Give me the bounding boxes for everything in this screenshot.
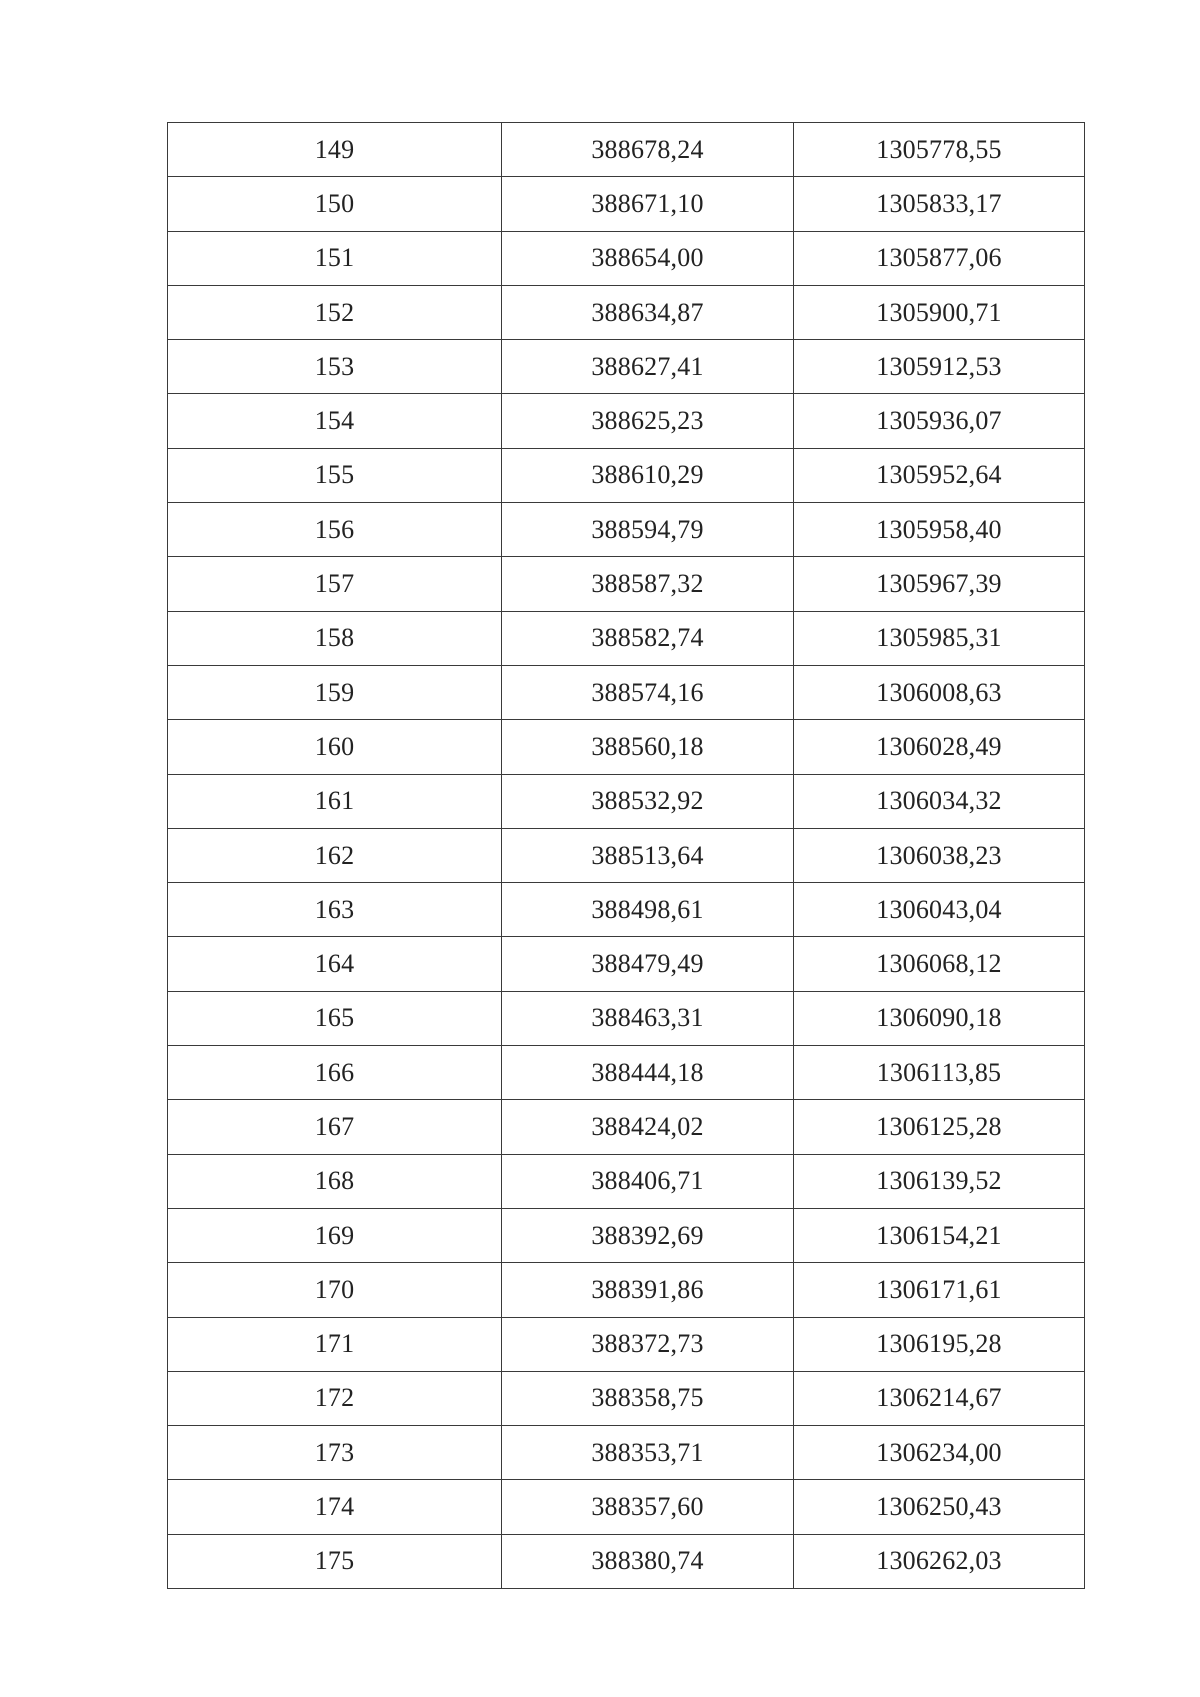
point-number-cell: 162 <box>168 828 502 882</box>
x-coordinate-cell: 388513,64 <box>502 828 794 882</box>
y-coordinate-cell: 1305778,55 <box>794 123 1085 177</box>
y-coordinate-cell: 1306043,04 <box>794 883 1085 937</box>
y-coordinate-cell: 1306125,28 <box>794 1100 1085 1154</box>
y-coordinate-cell: 1305967,39 <box>794 557 1085 611</box>
x-coordinate-cell: 388357,60 <box>502 1480 794 1534</box>
x-coordinate-cell: 388406,71 <box>502 1154 794 1208</box>
point-number-cell: 171 <box>168 1317 502 1371</box>
y-coordinate-cell: 1306214,67 <box>794 1371 1085 1425</box>
x-coordinate-cell: 388444,18 <box>502 1046 794 1100</box>
x-coordinate-cell: 388625,23 <box>502 394 794 448</box>
table-row <box>168 503 1085 557</box>
table-row <box>168 177 1085 231</box>
y-coordinate-cell: 1305936,07 <box>794 394 1085 448</box>
table-row <box>168 1046 1085 1100</box>
y-coordinate-cell: 1305912,53 <box>794 340 1085 394</box>
point-number-cell: 165 <box>168 991 502 1045</box>
point-number-cell: 150 <box>168 177 502 231</box>
y-coordinate-cell: 1306262,03 <box>794 1534 1085 1588</box>
x-coordinate-cell: 388654,00 <box>502 231 794 285</box>
point-number-cell: 164 <box>168 937 502 991</box>
y-coordinate-cell: 1306113,85 <box>794 1046 1085 1100</box>
y-coordinate-cell: 1305900,71 <box>794 285 1085 339</box>
x-coordinate-cell: 388610,29 <box>502 448 794 502</box>
x-coordinate-cell: 388392,69 <box>502 1208 794 1262</box>
table-row <box>168 1534 1085 1588</box>
table-row <box>168 340 1085 394</box>
point-number-cell: 166 <box>168 1046 502 1100</box>
y-coordinate-cell: 1305985,31 <box>794 611 1085 665</box>
table-row <box>168 1426 1085 1480</box>
y-coordinate-cell: 1306068,12 <box>794 937 1085 991</box>
y-coordinate-cell: 1306154,21 <box>794 1208 1085 1262</box>
y-coordinate-cell: 1306139,52 <box>794 1154 1085 1208</box>
x-coordinate-cell: 388424,02 <box>502 1100 794 1154</box>
x-coordinate-cell: 388532,92 <box>502 774 794 828</box>
x-coordinate-cell: 388574,16 <box>502 665 794 719</box>
table-row <box>168 883 1085 937</box>
point-number-cell: 149 <box>168 123 502 177</box>
point-number-cell: 170 <box>168 1263 502 1317</box>
x-coordinate-cell: 388560,18 <box>502 720 794 774</box>
table-row <box>168 720 1085 774</box>
table-row <box>168 394 1085 448</box>
point-number-cell: 159 <box>168 665 502 719</box>
x-coordinate-cell: 388498,61 <box>502 883 794 937</box>
coordinates-table <box>167 122 1085 1589</box>
point-number-cell: 175 <box>168 1534 502 1588</box>
table-row <box>168 665 1085 719</box>
point-number-cell: 156 <box>168 503 502 557</box>
x-coordinate-cell: 388391,86 <box>502 1263 794 1317</box>
point-number-cell: 174 <box>168 1480 502 1534</box>
y-coordinate-cell: 1306090,18 <box>794 991 1085 1045</box>
x-coordinate-cell: 388671,10 <box>502 177 794 231</box>
x-coordinate-cell: 388678,24 <box>502 123 794 177</box>
point-number-cell: 158 <box>168 611 502 665</box>
y-coordinate-cell: 1305958,40 <box>794 503 1085 557</box>
coordinates-table-body <box>168 123 1085 1589</box>
x-coordinate-cell: 388353,71 <box>502 1426 794 1480</box>
x-coordinate-cell: 388627,41 <box>502 340 794 394</box>
table-row <box>168 828 1085 882</box>
table-row <box>168 991 1085 1045</box>
x-coordinate-cell: 388372,73 <box>502 1317 794 1371</box>
y-coordinate-cell: 1306034,32 <box>794 774 1085 828</box>
point-number-cell: 153 <box>168 340 502 394</box>
y-coordinate-cell: 1306195,28 <box>794 1317 1085 1371</box>
point-number-cell: 173 <box>168 1426 502 1480</box>
table-row <box>168 1263 1085 1317</box>
point-number-cell: 160 <box>168 720 502 774</box>
point-number-cell: 155 <box>168 448 502 502</box>
table-row <box>168 448 1085 502</box>
table-row <box>168 1208 1085 1262</box>
point-number-cell: 168 <box>168 1154 502 1208</box>
table-row <box>168 1154 1085 1208</box>
point-number-cell: 151 <box>168 231 502 285</box>
x-coordinate-cell: 388587,32 <box>502 557 794 611</box>
table-row <box>168 557 1085 611</box>
point-number-cell: 157 <box>168 557 502 611</box>
point-number-cell: 163 <box>168 883 502 937</box>
table-row <box>168 1100 1085 1154</box>
y-coordinate-cell: 1306028,49 <box>794 720 1085 774</box>
table-row <box>168 611 1085 665</box>
x-coordinate-cell: 388634,87 <box>502 285 794 339</box>
y-coordinate-cell: 1306171,61 <box>794 1263 1085 1317</box>
table-row <box>168 123 1085 177</box>
point-number-cell: 161 <box>168 774 502 828</box>
point-number-cell: 172 <box>168 1371 502 1425</box>
table-row <box>168 1480 1085 1534</box>
table-row <box>168 774 1085 828</box>
point-number-cell: 167 <box>168 1100 502 1154</box>
x-coordinate-cell: 388358,75 <box>502 1371 794 1425</box>
y-coordinate-cell: 1306008,63 <box>794 665 1085 719</box>
table-row <box>168 285 1085 339</box>
y-coordinate-cell: 1306250,43 <box>794 1480 1085 1534</box>
x-coordinate-cell: 388463,31 <box>502 991 794 1045</box>
x-coordinate-cell: 388594,79 <box>502 503 794 557</box>
y-coordinate-cell: 1305877,06 <box>794 231 1085 285</box>
point-number-cell: 154 <box>168 394 502 448</box>
table-row <box>168 937 1085 991</box>
x-coordinate-cell: 388479,49 <box>502 937 794 991</box>
table-row <box>168 231 1085 285</box>
y-coordinate-cell: 1305952,64 <box>794 448 1085 502</box>
point-number-cell: 169 <box>168 1208 502 1262</box>
y-coordinate-cell: 1306038,23 <box>794 828 1085 882</box>
y-coordinate-cell: 1305833,17 <box>794 177 1085 231</box>
point-number-cell: 152 <box>168 285 502 339</box>
y-coordinate-cell: 1306234,00 <box>794 1426 1085 1480</box>
x-coordinate-cell: 388582,74 <box>502 611 794 665</box>
table-row <box>168 1371 1085 1425</box>
table-row <box>168 1317 1085 1371</box>
x-coordinate-cell: 388380,74 <box>502 1534 794 1588</box>
